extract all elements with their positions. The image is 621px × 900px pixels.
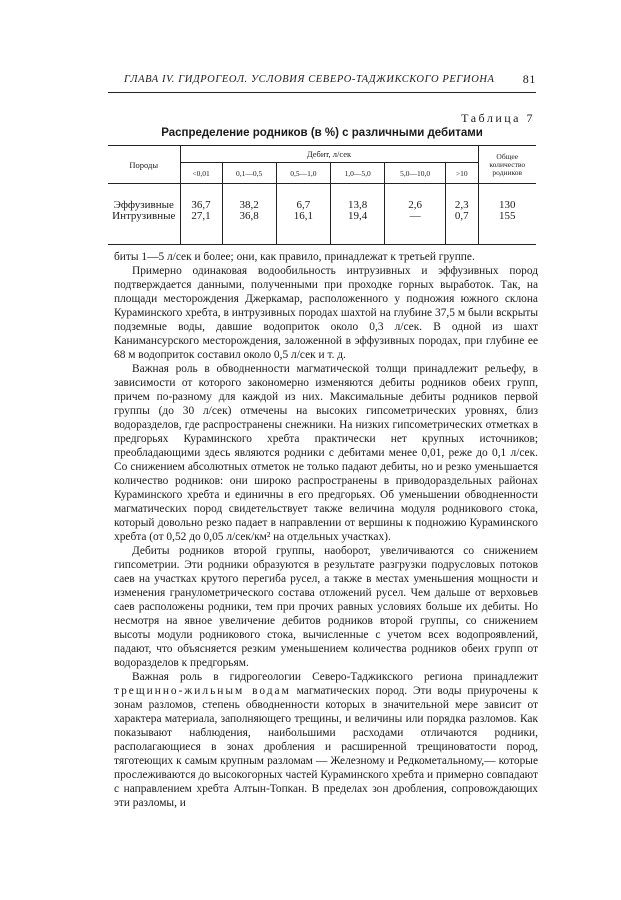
cell-value: 13,8	[331, 184, 385, 212]
col-range: 1,0—5,0	[331, 163, 385, 184]
col-range: 0,1—0,5	[222, 163, 276, 184]
cell-value: 38,2	[222, 184, 276, 212]
cell-value: 16,1	[276, 211, 330, 245]
cell-total: 130	[478, 184, 536, 212]
cell-value: 27,1	[180, 211, 222, 245]
row-name: Интрузивные	[108, 211, 180, 245]
cell-value: 36,7	[180, 184, 222, 212]
paragraph-text: магматических пород. Эти воды приурочены к зонам разломов, степень обводненности которых в значительной мере зависит от характера материала, заполняющего трещины, и величины или порядка разломов. Как показывают наблюдения, наибольшими расходами отличаются родники, располагающиеся в зонах дробления и расширенной трещиноватости пород, тяготеющих к самым крупным разломам — Железному и Редкометальному,— которые прослеживаются до высокогорных частей Кураминского хребта и примерно совпадают с направлением хребта Алтын-Топкан. В пределах зон дробления, сопровождающих эти разломы, и	[114, 685, 538, 809]
debit-table	[108, 145, 536, 245]
cell-value: 0,7	[445, 211, 478, 245]
cell-value: 2,3	[445, 184, 478, 212]
row-name: Эффузивные	[113, 199, 174, 211]
paragraph: Дебиты родников второй группы, наоборот, увеличиваются со снижением гипсометрии. Эти родники образуются в результате разгрузки подрусловых потоков саев на участках крутого перегиба русел, а также в местах уменьшения мощности и изменения гранулометрического состава отложений русел. Чем дальше от верховьев саев расположены родники, тем при прочих равных условиях больше их дебиты. Но несмотря на явное увеличение дебитов родников второй группы, со снижением высоты модули родникового стока, вычисленные с учетом всех водопроявлений, падают, что объясняется резким уменьшением количества родников обеих групп от водоразделов к предгорьям.	[114, 545, 538, 669]
col-range: <0,01	[180, 163, 222, 184]
table-caption: Распределение родников (в %) с различными дебитами	[161, 127, 483, 139]
table-label: Таблица 7	[461, 111, 535, 125]
col-header-rocks: Породы	[108, 146, 180, 184]
table-row	[108, 211, 536, 245]
cell-total: 155	[478, 211, 536, 245]
cell-value: 19,4	[331, 211, 385, 245]
col-header-debit: Дебит, л/сек	[180, 146, 478, 163]
col-range: 5,0—10,0	[385, 163, 446, 184]
col-header-total: Общее количество родников	[478, 146, 536, 184]
paragraph: Важная роль в обводненности магматической толщи принадлежит рельефу, в зависимости от которого закономерно изменяются дебиты родников обеих групп, причем по-разному для каждой из них. Максимальные дебиты родников первой группы (до 30 л/сек) отмечены на высоких гипсометрических уровнях, близ водоразделов, где распространены снежники. На низких гипсометрических отметках в предгорьях Кураминского хребта практически нет крупных источников; преобладающими здесь являются родники с дебитами менее 0,01, реже до 0,1 л/сек. Со снижением абсолютных отметок не только падают дебиты, но и резко уменьшается количество родников: они широко распространены в приводораздельных районах Кураминского хребта и единичны в его предгорьях. Об уменьшении обводненности магматических пород свидетельствует также величина модуля родникового стока, который довольно резко падает в направлении от вершины к подножию Кураминского хребта (от 0,52 до 0,05 л/сек/км² на отдельных участках).	[114, 363, 538, 543]
col-range: >10	[445, 163, 478, 184]
paragraph	[114, 670, 538, 810]
spaced-term: трещинно-жильным водам	[114, 685, 291, 697]
body-text	[114, 250, 538, 810]
cell-value: —	[385, 211, 446, 245]
paragraph: биты 1—5 л/сек и более; они, как правило, принадлежат к третьей группе.	[114, 251, 475, 263]
cell-value: 6,7	[276, 184, 330, 212]
running-header	[108, 70, 536, 93]
table-row	[108, 184, 536, 212]
paragraph-text: Важная роль в гидрогеологии Северо-Таджикского региона принадлежит	[132, 671, 538, 683]
cell-value: 36,8	[222, 211, 276, 245]
cell-value: 2,6	[385, 184, 446, 212]
paragraph: Примерно одинаковая водообильность интрузивных и эффузивных пород подтверждается данными, полученными при проходке горных выработок. Так, на площади месторождения Джеркамар, расположенного у подножия южного склона Кураминского хребта, в интрузивных породах шахтой на глубине 37,5 м были вскрыты подземные воды, давшие водоприток около 0,3 л/сек. В одной из шахт Канимансурского месторождения, заложенной в эффузивных породах, при глубине ее 68 м водоприток составил около 0,5 л/сек и т. д.	[114, 265, 538, 361]
col-range: 0,5—1,0	[276, 163, 330, 184]
running-title: ГЛАВА IV. ГИДРОГЕОЛ. УСЛОВИЯ СЕВЕРО-ТАДЖИКСКОГО РЕГИОНА	[124, 74, 495, 85]
page-number: 81	[522, 72, 536, 86]
